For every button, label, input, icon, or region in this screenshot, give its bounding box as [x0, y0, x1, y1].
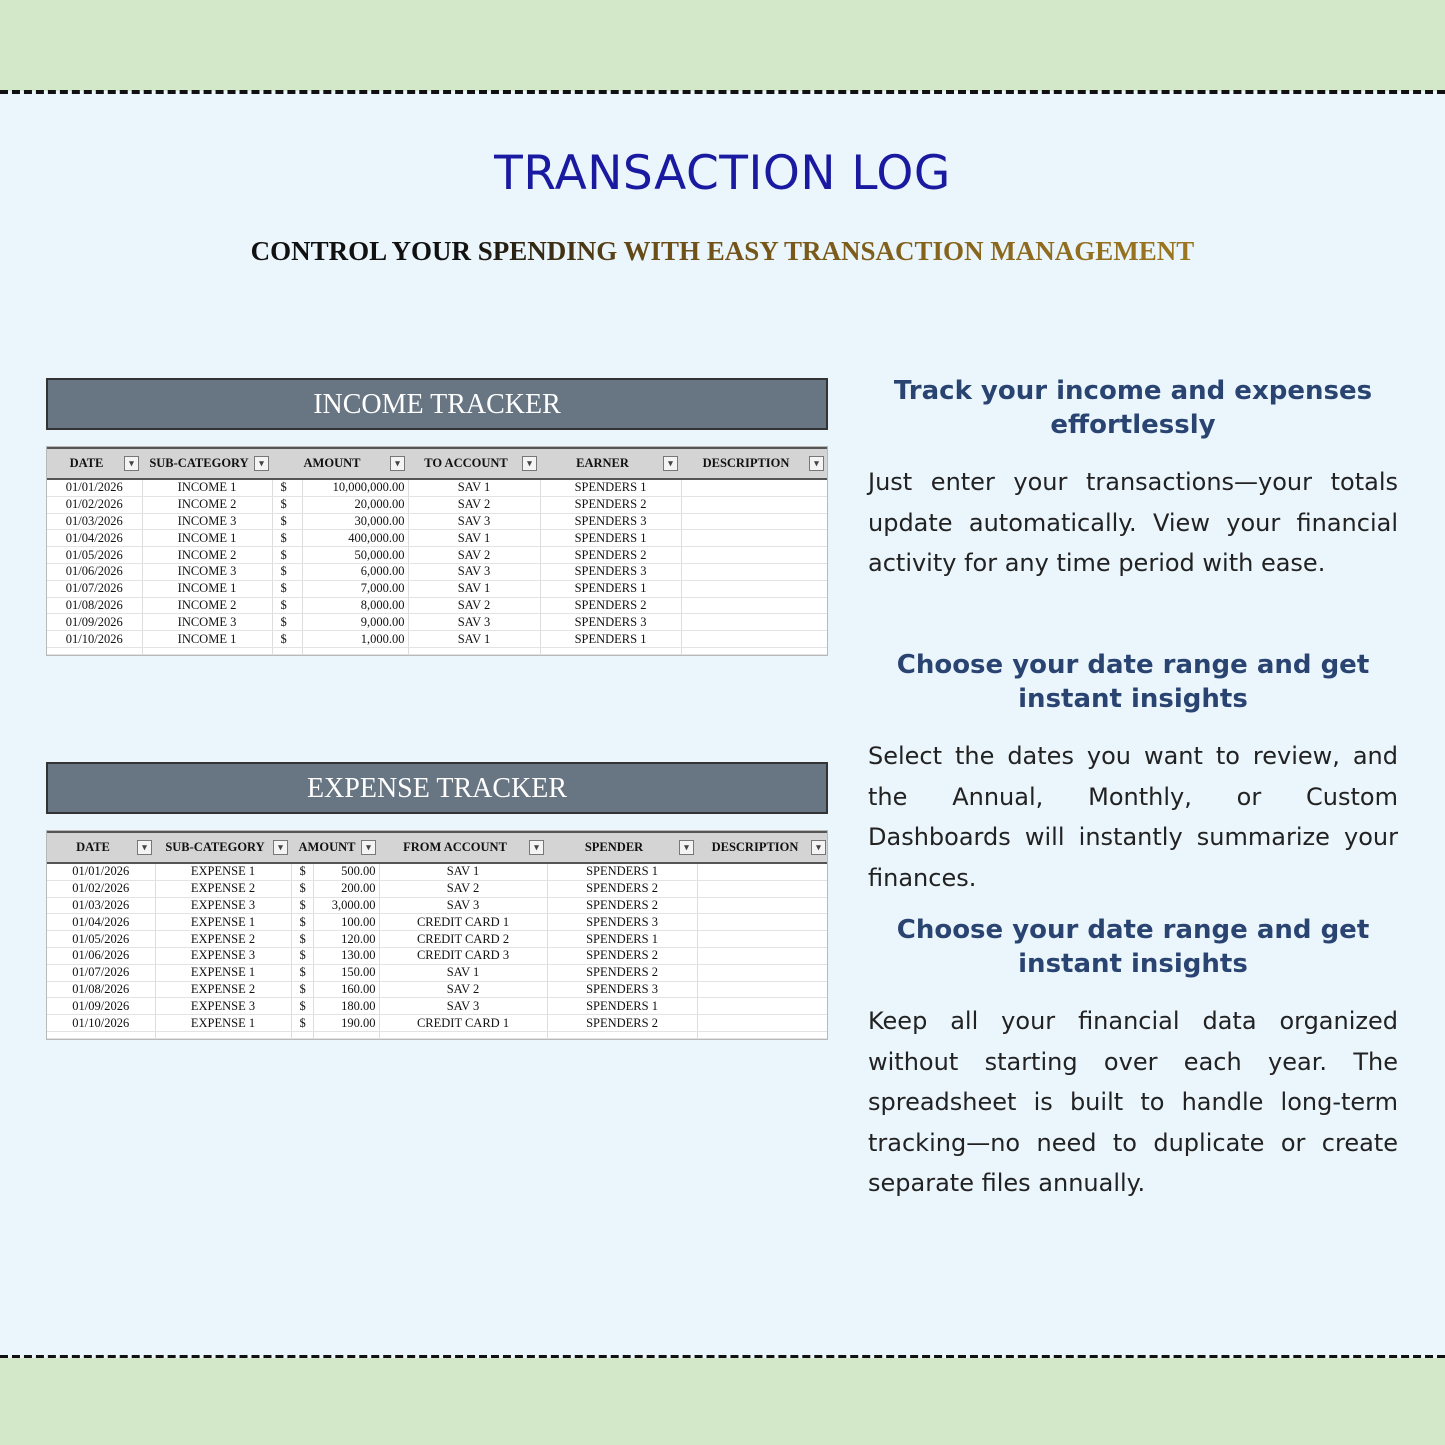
cell-date[interactable]: 01/08/2026 — [47, 981, 155, 998]
income-header-earner — [540, 448, 681, 479]
filter-dropdown-icon[interactable]: ▾ — [361, 840, 376, 855]
table-row — [47, 580, 827, 597]
empty-cell[interactable] — [408, 647, 540, 654]
income-header-description — [681, 448, 827, 479]
header-label: SUB-CATEGORY — [165, 840, 265, 854]
header-label: AMOUNT — [303, 456, 361, 470]
expense-table-body — [47, 863, 828, 1038]
feature-heading: Choose your date range and get instant insights — [896, 650, 1370, 714]
empty-cell[interactable] — [291, 1031, 313, 1038]
table-row-empty — [47, 647, 827, 654]
cell-currency[interactable]: $ — [291, 998, 313, 1015]
empty-cell[interactable] — [47, 647, 142, 654]
expense-header-date — [47, 832, 155, 863]
expense-header-subcategory — [155, 832, 291, 863]
table-row — [47, 547, 827, 564]
cell-currency[interactable]: $ — [272, 631, 302, 648]
cell-description[interactable] — [697, 947, 828, 964]
cell-currency[interactable]: $ — [291, 931, 313, 948]
cell-description[interactable] — [681, 631, 827, 648]
cell-account[interactable]: SAV 1 — [408, 580, 540, 597]
cell-description[interactable] — [681, 563, 827, 580]
cell-description[interactable] — [681, 597, 827, 614]
cell-currency[interactable]: $ — [272, 496, 302, 513]
cell-description[interactable] — [697, 880, 828, 897]
cell-account[interactable]: SAV 1 — [408, 479, 540, 496]
cell-person[interactable]: SPENDERS 3 — [540, 614, 681, 631]
filter-dropdown-icon[interactable]: ▾ — [390, 456, 405, 471]
empty-cell[interactable] — [302, 647, 408, 654]
cell-amount[interactable]: 6,000.00 — [302, 563, 408, 580]
table-row — [47, 513, 827, 530]
cell-subcategory[interactable]: EXPENSE 1 — [155, 1015, 291, 1032]
cell-currency[interactable]: $ — [291, 947, 313, 964]
cell-date[interactable]: 01/02/2026 — [47, 880, 155, 897]
cell-amount[interactable]: 400,000.00 — [302, 530, 408, 547]
cell-subcategory[interactable]: EXPENSE 3 — [155, 947, 291, 964]
expense-header-spender — [547, 832, 697, 863]
cell-amount[interactable]: 160.00 — [313, 981, 379, 998]
cell-person[interactable]: SPENDERS 3 — [540, 563, 681, 580]
filter-dropdown-icon[interactable]: ▾ — [679, 840, 694, 855]
cell-description[interactable] — [697, 1015, 828, 1032]
header-label: TO ACCOUNT — [424, 456, 508, 470]
cell-description[interactable] — [681, 547, 827, 564]
table-row — [47, 964, 828, 981]
income-table — [47, 447, 828, 655]
header-label: FROM ACCOUNT — [403, 840, 507, 854]
cell-description[interactable] — [681, 479, 827, 496]
income-table-body — [47, 479, 827, 654]
top-divider — [0, 90, 1445, 94]
table-row — [47, 496, 827, 513]
income-header-to-account — [408, 448, 540, 479]
cell-subcategory[interactable]: INCOME 3 — [142, 513, 272, 530]
income-header-amount — [272, 448, 408, 479]
cell-description[interactable] — [697, 998, 828, 1015]
cell-person[interactable]: SPENDERS 1 — [547, 998, 697, 1015]
page-subtitle: CONTROL YOUR SPENDING WITH EASY TRANSACTION MANAGEMENT — [0, 236, 1445, 267]
header-label: DESCRIPTION — [702, 456, 790, 470]
cell-description[interactable] — [681, 614, 827, 631]
cell-subcategory[interactable]: EXPENSE 2 — [155, 880, 291, 897]
expense-header-from-account — [379, 832, 547, 863]
feature-body: Select the dates you want to review, and the Annual, Monthly, or Custom Dashboards will instantly summarize your finances. — [868, 742, 1398, 892]
cell-account[interactable]: SAV 1 — [408, 530, 540, 547]
empty-cell[interactable] — [313, 1031, 379, 1038]
cell-subcategory[interactable]: INCOME 2 — [142, 597, 272, 614]
cell-description[interactable] — [697, 981, 828, 998]
cell-currency[interactable]: $ — [291, 880, 313, 897]
cell-date[interactable]: 01/07/2026 — [47, 580, 142, 597]
income-tracker — [46, 378, 828, 656]
cell-subcategory[interactable]: EXPENSE 1 — [155, 863, 291, 880]
cell-amount[interactable]: 100.00 — [313, 914, 379, 931]
empty-cell[interactable] — [272, 647, 302, 654]
header-label: SUB-CATEGORY — [149, 456, 249, 470]
filter-dropdown-icon[interactable]: ▾ — [273, 840, 288, 855]
cell-date[interactable]: 01/09/2026 — [47, 998, 155, 1015]
cell-amount[interactable]: 130.00 — [313, 947, 379, 964]
filter-dropdown-icon[interactable]: ▾ — [663, 456, 678, 471]
empty-cell[interactable] — [681, 647, 827, 654]
cell-subcategory[interactable]: INCOME 3 — [142, 563, 272, 580]
cell-amount[interactable]: 10,000,000.00 — [302, 479, 408, 496]
cell-subcategory[interactable]: EXPENSE 2 — [155, 981, 291, 998]
cell-person[interactable]: SPENDERS 2 — [547, 1015, 697, 1032]
cell-subcategory[interactable]: INCOME 2 — [142, 547, 272, 564]
filter-dropdown-icon[interactable]: ▾ — [529, 840, 544, 855]
filter-dropdown-icon[interactable]: ▾ — [809, 456, 824, 471]
empty-cell[interactable] — [379, 1031, 547, 1038]
feature-block-3 — [868, 913, 1398, 1204]
cell-description[interactable] — [681, 530, 827, 547]
filter-dropdown-icon[interactable]: ▾ — [811, 840, 826, 855]
table-row — [47, 914, 828, 931]
table-row — [47, 998, 828, 1015]
cell-amount[interactable]: 20,000.00 — [302, 496, 408, 513]
feature-body: Keep all your financial data organized without starting over each year. The spreadsheet is built to handle long-term tracking—no need to duplicate or create separate files annually. — [868, 1007, 1398, 1197]
cell-amount[interactable]: 120.00 — [313, 931, 379, 948]
empty-cell[interactable] — [540, 647, 681, 654]
cell-date[interactable]: 01/07/2026 — [47, 964, 155, 981]
cell-date[interactable]: 01/08/2026 — [47, 597, 142, 614]
page-title: TRANSACTION LOG — [494, 146, 951, 201]
cell-currency[interactable]: $ — [291, 964, 313, 981]
cell-description[interactable] — [697, 931, 828, 948]
cell-amount[interactable]: 30,000.00 — [302, 513, 408, 530]
cell-account[interactable]: SAV 2 — [379, 981, 547, 998]
cell-date[interactable]: 01/03/2026 — [47, 513, 142, 530]
income-table-sheet — [46, 446, 828, 656]
cell-subcategory[interactable]: INCOME 1 — [142, 580, 272, 597]
cell-subcategory[interactable]: INCOME 1 — [142, 530, 272, 547]
filter-dropdown-icon[interactable]: ▾ — [522, 456, 537, 471]
header-label: DATE — [76, 840, 110, 854]
feature-block-2 — [868, 648, 1398, 898]
cell-account[interactable]: SAV 3 — [408, 614, 540, 631]
cell-date[interactable]: 01/06/2026 — [47, 947, 155, 964]
cell-subcategory[interactable]: INCOME 3 — [142, 614, 272, 631]
table-row — [47, 530, 827, 547]
cell-date[interactable]: 01/10/2026 — [47, 631, 142, 648]
cell-person[interactable]: SPENDERS 3 — [547, 914, 697, 931]
income-tracker-title: INCOME TRACKER — [46, 378, 828, 430]
cell-account[interactable]: CREDIT CARD 1 — [379, 1015, 547, 1032]
cell-amount[interactable]: 3,000.00 — [313, 897, 379, 914]
cell-account[interactable]: CREDIT CARD 2 — [379, 931, 547, 948]
cell-date[interactable]: 01/03/2026 — [47, 897, 155, 914]
cell-person[interactable]: SPENDERS 2 — [540, 547, 681, 564]
cell-account[interactable]: SAV 3 — [408, 563, 540, 580]
expense-header-row — [47, 832, 828, 863]
cell-account[interactable]: SAV 1 — [379, 863, 547, 880]
cell-date[interactable]: 01/05/2026 — [47, 931, 155, 948]
expense-tracker — [46, 762, 828, 1040]
cell-account[interactable]: SAV 3 — [408, 513, 540, 530]
cell-amount[interactable]: 180.00 — [313, 998, 379, 1015]
cell-currency[interactable]: $ — [272, 580, 302, 597]
cell-subcategory[interactable]: EXPENSE 1 — [155, 964, 291, 981]
table-row — [47, 931, 828, 948]
cell-currency[interactable]: $ — [272, 513, 302, 530]
cell-description[interactable] — [681, 580, 827, 597]
cell-amount[interactable]: 7,000.00 — [302, 580, 408, 597]
cell-person[interactable]: SPENDERS 3 — [540, 513, 681, 530]
table-row — [47, 947, 828, 964]
cell-description[interactable] — [697, 863, 828, 880]
cell-subcategory[interactable]: EXPENSE 3 — [155, 897, 291, 914]
table-row — [47, 880, 828, 897]
cell-currency[interactable]: $ — [272, 597, 302, 614]
cell-date[interactable]: 01/01/2026 — [47, 863, 155, 880]
cell-amount[interactable]: 8,000.00 — [302, 597, 408, 614]
expense-header-description — [697, 832, 828, 863]
cell-currency[interactable]: $ — [272, 479, 302, 496]
cell-subcategory[interactable]: EXPENSE 2 — [155, 931, 291, 948]
cell-person[interactable]: SPENDERS 3 — [547, 981, 697, 998]
cell-date[interactable]: 01/01/2026 — [47, 479, 142, 496]
header-label: DATE — [69, 456, 104, 470]
cell-account[interactable]: SAV 1 — [379, 964, 547, 981]
cell-account[interactable]: CREDIT CARD 1 — [379, 914, 547, 931]
cell-person[interactable]: SPENDERS 2 — [547, 947, 697, 964]
cell-subcategory[interactable]: INCOME 1 — [142, 479, 272, 496]
cell-currency[interactable]: $ — [272, 563, 302, 580]
expense-header-amount — [291, 832, 379, 863]
table-row — [47, 614, 827, 631]
feature-heading: Choose your date range and get instant insights — [896, 915, 1370, 979]
cell-subcategory[interactable]: EXPENSE 1 — [155, 914, 291, 931]
cell-currency[interactable]: $ — [291, 1015, 313, 1032]
cell-description[interactable] — [697, 897, 828, 914]
income-header-row — [47, 448, 827, 479]
cell-description[interactable] — [681, 513, 827, 530]
expense-table-sheet — [46, 830, 828, 1040]
cell-person[interactable]: SPENDERS 2 — [540, 597, 681, 614]
cell-description[interactable] — [697, 964, 828, 981]
cell-person[interactable]: SPENDERS 2 — [547, 964, 697, 981]
header-label: AMOUNT — [298, 840, 356, 854]
income-header-date — [47, 448, 142, 479]
table-row — [47, 897, 828, 914]
cell-subcategory[interactable]: INCOME 2 — [142, 496, 272, 513]
header-label: EARNER — [576, 456, 629, 470]
cell-amount[interactable]: 1,000.00 — [302, 631, 408, 648]
cell-account[interactable]: SAV 2 — [408, 597, 540, 614]
table-row — [47, 1015, 828, 1032]
table-row — [47, 479, 827, 496]
cell-date[interactable]: 01/06/2026 — [47, 563, 142, 580]
cell-description[interactable] — [697, 914, 828, 931]
cell-account[interactable]: SAV 2 — [408, 496, 540, 513]
cell-subcategory[interactable]: EXPENSE 3 — [155, 998, 291, 1015]
table-row — [47, 563, 827, 580]
cell-currency[interactable]: $ — [291, 914, 313, 931]
cell-amount[interactable]: 200.00 — [313, 880, 379, 897]
empty-cell[interactable] — [47, 1031, 155, 1038]
cell-account[interactable]: SAV 1 — [408, 631, 540, 648]
cell-date[interactable]: 01/10/2026 — [47, 1015, 155, 1032]
cell-account[interactable]: SAV 3 — [379, 897, 547, 914]
cell-person[interactable]: SPENDERS 1 — [547, 863, 697, 880]
empty-cell[interactable] — [155, 1031, 291, 1038]
cell-account[interactable]: SAV 2 — [379, 880, 547, 897]
cell-date[interactable]: 01/02/2026 — [47, 496, 142, 513]
cell-amount[interactable]: 190.00 — [313, 1015, 379, 1032]
table-row — [47, 981, 828, 998]
cell-person[interactable]: SPENDERS 1 — [540, 580, 681, 597]
header-label: SPENDER — [584, 840, 644, 854]
cell-amount[interactable]: 50,000.00 — [302, 547, 408, 564]
cell-currency[interactable]: $ — [291, 897, 313, 914]
income-header-subcategory — [142, 448, 272, 479]
cell-currency[interactable]: $ — [272, 547, 302, 564]
filter-dropdown-icon[interactable]: ▾ — [137, 840, 152, 855]
feature-body: Just enter your transactions—your totals update automatically. View your financial activity for any time period with ease. — [868, 468, 1398, 577]
header-label: DESCRIPTION — [711, 840, 799, 854]
cell-person[interactable]: SPENDERS 1 — [540, 631, 681, 648]
top-band — [0, 0, 1445, 91]
expense-tracker-title: EXPENSE TRACKER — [46, 762, 828, 814]
filter-dropdown-icon[interactable]: ▾ — [124, 456, 139, 471]
feature-heading: Track your income and expenses effortlessly — [893, 376, 1373, 440]
cell-account[interactable]: SAV 2 — [408, 547, 540, 564]
cell-account[interactable]: CREDIT CARD 3 — [379, 947, 547, 964]
cell-currency[interactable]: $ — [272, 530, 302, 547]
cell-subcategory[interactable]: INCOME 1 — [142, 631, 272, 648]
cell-person[interactable]: SPENDERS 1 — [547, 931, 697, 948]
cell-amount[interactable]: 150.00 — [313, 964, 379, 981]
empty-cell[interactable] — [547, 1031, 697, 1038]
cell-amount[interactable]: 500.00 — [313, 863, 379, 880]
cell-account[interactable]: SAV 3 — [379, 998, 547, 1015]
table-row — [47, 597, 827, 614]
cell-person[interactable]: SPENDERS 1 — [540, 530, 681, 547]
bottom-band — [0, 1358, 1445, 1445]
expense-table — [47, 831, 828, 1039]
cell-person[interactable]: SPENDERS 2 — [540, 496, 681, 513]
cell-currency[interactable]: $ — [291, 981, 313, 998]
table-row — [47, 863, 828, 880]
table-row-empty — [47, 1031, 828, 1038]
empty-cell[interactable] — [142, 647, 272, 654]
table-row — [47, 631, 827, 648]
cell-person[interactable]: SPENDERS 2 — [547, 880, 697, 897]
cell-date[interactable]: 01/05/2026 — [47, 547, 142, 564]
cell-person[interactable]: SPENDERS 1 — [540, 479, 681, 496]
cell-date[interactable]: 01/09/2026 — [47, 614, 142, 631]
cell-currency[interactable]: $ — [291, 863, 313, 880]
cell-date[interactable]: 01/04/2026 — [47, 914, 155, 931]
cell-description[interactable] — [681, 496, 827, 513]
empty-cell[interactable] — [697, 1031, 828, 1038]
cell-currency[interactable]: $ — [272, 614, 302, 631]
cell-person[interactable]: SPENDERS 2 — [547, 897, 697, 914]
filter-dropdown-icon[interactable]: ▾ — [254, 456, 269, 471]
cell-amount[interactable]: 9,000.00 — [302, 614, 408, 631]
cell-date[interactable]: 01/04/2026 — [47, 530, 142, 547]
feature-block-1 — [868, 374, 1398, 584]
